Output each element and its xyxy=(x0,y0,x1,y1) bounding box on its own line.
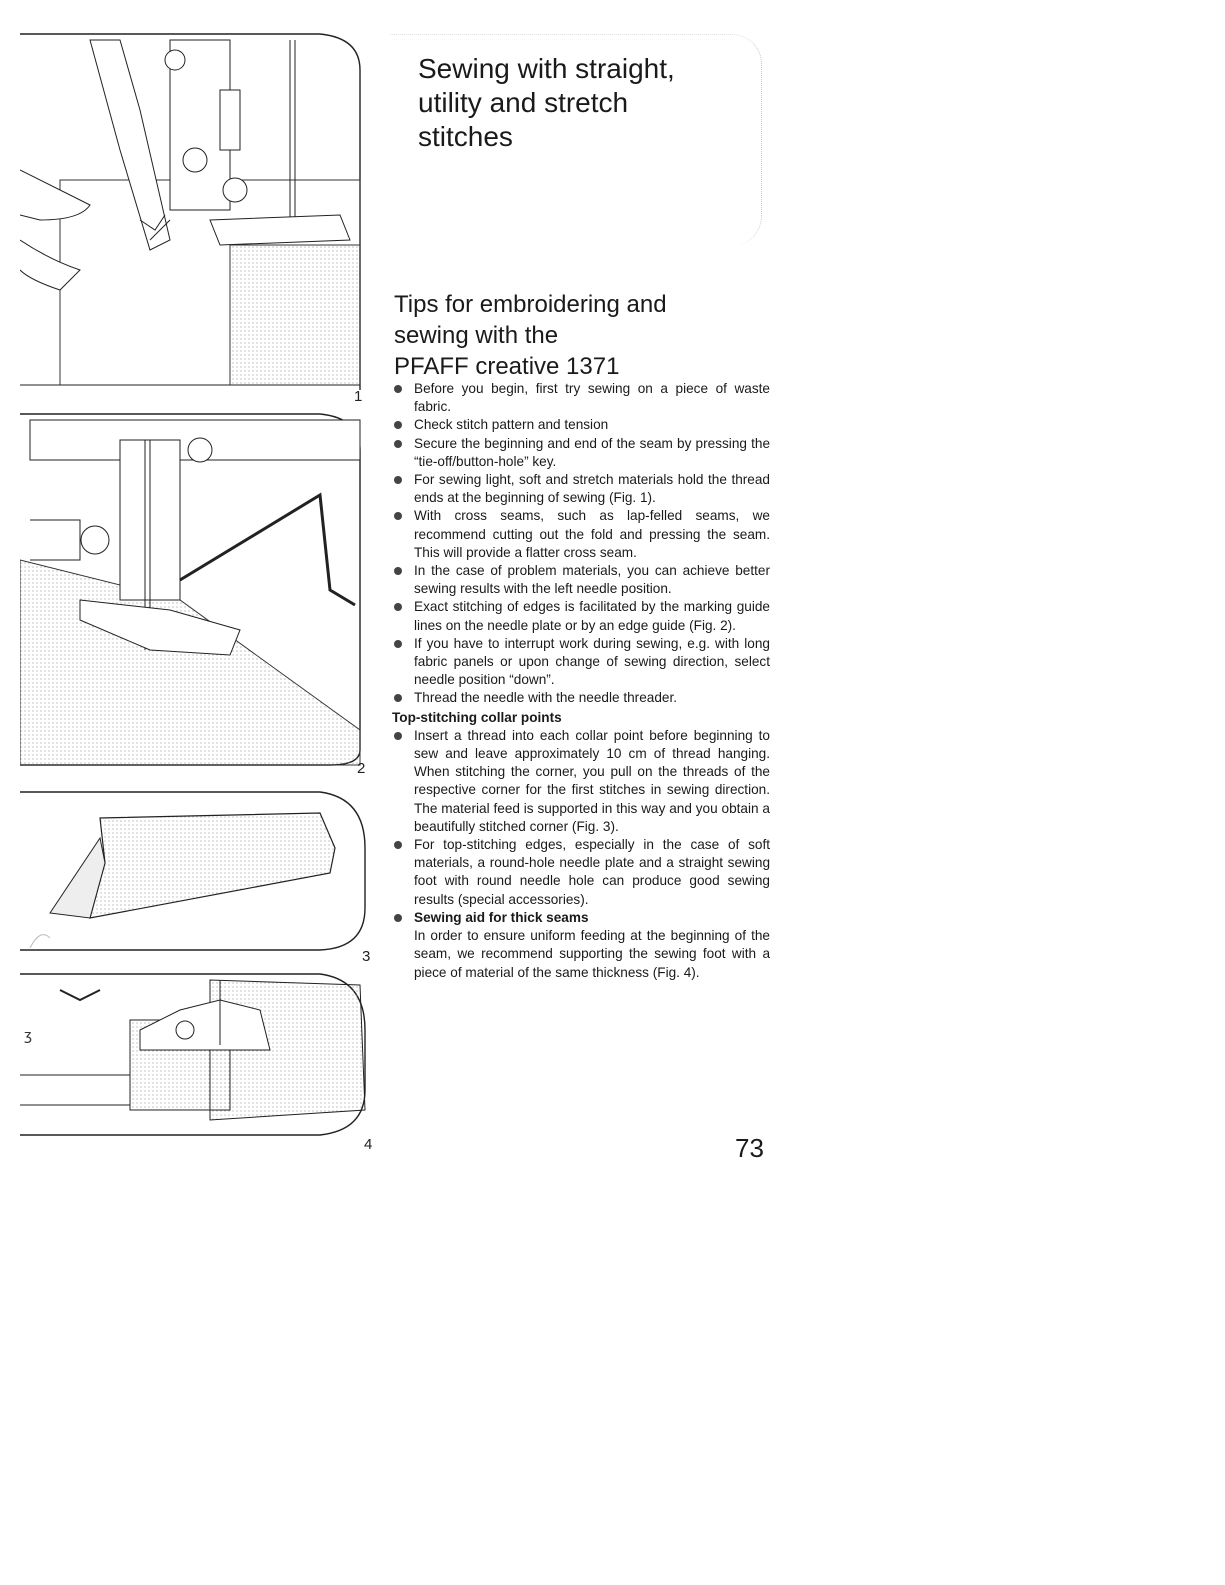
tip-text: Before you begin, first try sewing on a piece of waste fabric. xyxy=(414,381,770,415)
figure-4 xyxy=(20,970,372,1140)
edge-guide-illustration xyxy=(20,410,372,770)
list-item xyxy=(392,562,770,598)
tip-text: With cross seams, such as lap-felled seams, we recommend cutting out the fold and pressing the seam. This will provide a flatter cross seam. xyxy=(414,508,770,560)
list-item xyxy=(392,689,770,707)
body-text xyxy=(392,380,770,982)
bullet-icon xyxy=(394,476,402,484)
list-item xyxy=(392,416,770,434)
bullet-icon xyxy=(394,512,402,520)
tip-text: Exact stitching of edges is facilitated by the marking guide lines on the needle plate or by an edge guide (Fig. 2). xyxy=(414,599,770,633)
bullet-icon xyxy=(394,440,402,448)
figure-1-number: 1 xyxy=(354,388,363,405)
svg-text:ʒ: ʒ xyxy=(24,1028,33,1044)
tip-text: In the case of problem materials, you can achieve better sewing results with the left needle position. xyxy=(414,563,770,597)
list-item xyxy=(392,598,770,634)
list-item xyxy=(392,909,770,982)
page-number: 73 xyxy=(735,1133,764,1163)
list-item xyxy=(392,380,770,416)
section-heading: Tips for embroidering and sewing with the PFAFF creative 1371 xyxy=(394,291,667,380)
figure-1 xyxy=(20,30,372,400)
bullet-icon xyxy=(394,841,402,849)
tip-text: If you have to interrupt work during sewing, e.g. with long fabric panels or upon change of sewing direction, select needle position “down”. xyxy=(414,635,770,688)
figure-3 xyxy=(20,788,372,958)
page-title: Sewing with straight, utility and stretch stitches xyxy=(418,53,675,152)
collar-point-illustration xyxy=(20,788,372,958)
bullet-icon xyxy=(394,640,402,648)
tip-text: Thread the needle with the needle threader. xyxy=(414,690,678,706)
tip-text: Check stitch pattern and tension xyxy=(414,417,609,433)
list-item xyxy=(392,635,770,690)
thick-seams-heading: Sewing aid for thick seams xyxy=(414,909,589,925)
bullet-icon xyxy=(394,385,402,393)
sewing-foot-thread-ends-illustration xyxy=(20,30,372,400)
list-item xyxy=(392,727,770,836)
list-item xyxy=(392,836,770,909)
bullet-icon xyxy=(394,421,402,429)
list-item xyxy=(392,435,770,471)
figure-3-number: 3 xyxy=(362,948,371,965)
thick-seam-support-illustration xyxy=(20,970,372,1140)
tip-text: Secure the beginning and end of the seam by pressing the “tie-off/button-hole” key. xyxy=(414,435,770,469)
topstitch-text: Insert a thread into each collar point before beginning to sew and leave approximately 10 cm of thread hanging. When stitching the corner, you pull on the threads of the respective corner for the first stitches in sewing direction. The material feed is supported in this way and you obtain a beautifully stitched corner (Fig. 3). xyxy=(414,727,770,834)
tips-list xyxy=(392,380,770,708)
topstitch-heading: Top-stitching collar points xyxy=(392,709,562,725)
list-item xyxy=(392,471,770,507)
bullet-icon xyxy=(394,732,402,740)
topstitch-list xyxy=(392,727,770,982)
figure-2 xyxy=(20,410,372,770)
bullet-icon xyxy=(394,567,402,575)
figure-2-number: 2 xyxy=(357,760,366,777)
bullet-icon xyxy=(394,914,402,922)
figure-4-number: 4 xyxy=(364,1136,373,1153)
bullet-icon xyxy=(394,694,402,702)
list-item xyxy=(392,507,770,562)
thick-seams-text: In order to ensure uniform feeding at the beginning of the seam, we recommend supporting the sewing foot with a piece of material of the same thickness (Fig. 4). xyxy=(414,928,770,980)
bullet-icon xyxy=(394,603,402,611)
tip-text: For sewing light, soft and stretch materials hold the thread ends at the beginning of sewing (Fig. 1). xyxy=(414,472,770,506)
topstitch-text: For top-stitching edges, especially in the case of soft materials, a round-hole needle plate and a straight sewing foot with round needle hole can produce good sewing results (special accessories). xyxy=(414,837,770,907)
